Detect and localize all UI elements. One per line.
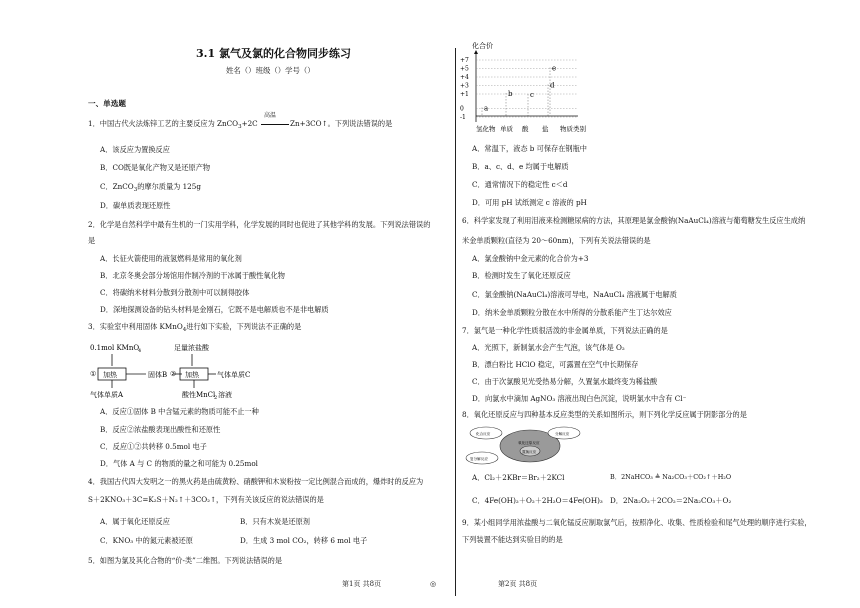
q6-option-c[interactable]: C．氯金酸钠(NaAuCl₄)溶液可导电，NaAuCl₄ 溶液属于电解质	[472, 290, 677, 299]
q7-option-c[interactable]: C．由于次氯酸见光受热易分解，久置氯水最终变为稀盐酸	[472, 377, 658, 386]
question-2-stem-line1: 2．化学是自然科学中最有生机的一门实用学科，化学发展的同时也促进了其他学科的发展。下列说法错误的	[88, 220, 431, 229]
question-6-stem-line2: 米金单质颗粒(直径为 20～60nm)，下列有关说法错误的是	[462, 236, 651, 245]
question-7-stem: 7．氯气是一种化学性质很活泼的非金属单质，下列说法正确的是	[462, 326, 668, 335]
q3-solid-b: 固体B	[148, 371, 168, 379]
student-info: 姓名（）班级（）学号（）	[226, 66, 315, 75]
q1-option-a[interactable]: A．该反应为置换反应	[100, 145, 170, 154]
q3-acid-post: 溶液	[218, 391, 232, 399]
question-8-stem: 8．氧化还原反应与四种基本反应类型的关系如图所示，则下列化学反应属于阴影部分的是	[462, 410, 747, 419]
q3-reagent-kmno4: 0.1mol KMnO	[90, 344, 140, 352]
q3-step2-label: ②	[170, 370, 177, 378]
chart-point-a: a	[484, 104, 489, 113]
q8-venn-diagram	[464, 424, 584, 466]
chart-gridlines	[476, 60, 578, 117]
q6-option-b[interactable]: B．检测时发生了氧化还原反应	[472, 271, 571, 280]
q3-step1-label: ①	[90, 370, 97, 378]
q6-option-a[interactable]: A．氯金酸钠中金元素的化合价为+3	[472, 254, 589, 263]
q3-acid-sub: 2	[214, 395, 218, 400]
footer-page-right: 第2页 共8页	[498, 580, 538, 588]
q5-option-a[interactable]: A．常温下，液态 b 可保存在钢瓶中	[472, 144, 587, 153]
footer-center-mark: ◎	[430, 580, 437, 588]
question-9-stem-line2: 下列装置不能达到实验目的的是	[462, 535, 563, 544]
q4-option-b[interactable]: B．只有木炭是还原剂	[240, 517, 310, 526]
q7-option-b[interactable]: B．漂白粉比 HClO 稳定，可露置在空气中长期保存	[472, 360, 639, 369]
question-5-stem: 5．如图为氯及其化合物的“价-类”二维图。下列说法错误的是	[88, 556, 283, 565]
q3-option-c[interactable]: C．反应①②共转移 0.5mol 电子	[100, 442, 207, 451]
chart-points	[482, 65, 556, 117]
question-9-stem-line1: 9．某小组同学用浓盐酸与二氧化锰反应制取氯气后，按照净化、收集、性质检验和尾气处理的顺序进行实验，	[462, 518, 812, 527]
q1-option-b[interactable]: B．CO既是氧化产物又是还原产物	[100, 163, 211, 172]
chart-x-categories	[476, 124, 587, 133]
q7-option-a[interactable]: A．光照下，新制氯水会产生气泡，该气体是 O₂	[472, 343, 625, 352]
chart-point-d: d	[550, 81, 555, 90]
q5-option-d[interactable]: D．可用 pH 试纸测定 c 溶液的 pH	[472, 198, 587, 207]
chart-tick-label: +3	[460, 82, 469, 90]
chart-x-category: 盐	[542, 125, 549, 133]
q4-option-a[interactable]: A．属于氧化还原反应	[100, 517, 170, 526]
venn-displacement: 置换反应	[522, 450, 537, 454]
chart-tick-label: +7	[460, 57, 469, 64]
question-4-stem-line2: S＋2KNO₃＋3C=K₂S＋N₂↑＋3CO₂↑，下列有关该反应的说法错误的是	[88, 495, 324, 504]
chart-x-category: 单质	[500, 125, 513, 133]
chart-tick-label: +5	[460, 65, 469, 73]
q5-option-b[interactable]: B．a、c、d、e 均属于电解质	[472, 162, 569, 171]
venn-decomposition: 分解反应	[555, 432, 570, 436]
chart-point-b: b	[508, 90, 513, 98]
q4-option-c[interactable]: C．KNO₃ 中的氮元素被还原	[100, 536, 193, 545]
section-heading: 一、单选题	[88, 99, 126, 108]
venn-redox: 氧化还原反应	[518, 441, 540, 445]
q3-flow-diagram	[86, 340, 286, 400]
q5-option-c[interactable]: C．通常情况下的稳定性 c＜d	[472, 180, 568, 189]
chart-x-category: 氢化物	[476, 125, 496, 133]
q3-gas-a: 气体单质A	[90, 391, 124, 399]
q2-option-a[interactable]: A．长征火箭使用的液氢燃料是常用的氧化剂	[100, 254, 242, 263]
q7-option-d[interactable]: D．向氯水中滴加 AgNO₃ 溶液出现白色沉淀，说明氯水中含有 Cl⁻	[472, 394, 687, 403]
q8-option-c[interactable]: C．4Fe(OH)₂＋O₂＋2H₂O＝4Fe(OH)₃	[472, 496, 603, 505]
chart-y-ticks	[460, 57, 469, 121]
footer-page-left: 第1页 共8页	[342, 580, 382, 588]
q8-option-a[interactable]: A．Cl₂＋2KBr＝Br₂＋2KCl	[472, 473, 565, 482]
page-title: 3.1 氯气及氯的化合物同步练习	[196, 47, 351, 60]
q3-reagent-sub: 4	[138, 348, 142, 354]
q1-option-d[interactable]: D．碳单质表现还原性	[100, 201, 171, 210]
q3-acid-solution: 酸性MnCl	[182, 391, 216, 399]
question-1-stem: 1．中国古代火法炼锌工艺的主要反应为 ZnCO$_3$+2C 高温 Zn+3CO↑。下列说法错误的是	[88, 112, 393, 130]
right-page	[430, 0, 860, 608]
q3-heat1: 加热	[103, 371, 117, 379]
question-6-stem-line1: 6．科学家发现了利用泪液来检测糖尿病的方法，其原理是氯金酸钠(NaAuCl₄)溶液与葡萄糖发生反应生成纳	[462, 216, 806, 225]
chart-tick-label: -1	[460, 114, 466, 121]
q3-option-b[interactable]: B．反应②浓盐酸表现出酸性和还原性	[100, 425, 221, 434]
q3-option-d[interactable]: D．气体 A 与 C 的物质的量之和可能为 0.25mol	[100, 459, 258, 468]
q3-gas-c: 气体单质C	[217, 371, 251, 379]
chart-tick-label: +1	[460, 91, 469, 98]
reaction-condition: 高温	[263, 112, 276, 119]
q4-option-d[interactable]: D．生成 3 mol CO₂，转移 6 mol 电子	[240, 536, 368, 545]
q2-option-d[interactable]: D．深地探测设备的钻头材料是金刚石，它既不是电解质也不是非电解质	[100, 305, 329, 314]
venn-double-decomposition: 复分解反应	[470, 457, 488, 461]
q2-option-c[interactable]: C．将碳纳米材料分散到分散剂中可以制得胶体	[100, 288, 250, 297]
q5-valence-chart	[458, 38, 598, 138]
chart-y-label: 化合价	[472, 42, 493, 50]
chart-point-c: c	[530, 91, 534, 99]
chart-tick-label: +4	[460, 74, 469, 81]
q2-option-b[interactable]: B．北京冬奥会部分场馆用作制冷剂的干冰属于酸性氧化物	[100, 271, 285, 280]
question-3-stem: 3．实验室中利用固体 KMnO$_4$进行如下实验，下列说法不正确的是	[88, 322, 302, 333]
q8-option-b[interactable]: B．2NaHCO₃ ≜ Na₂CO₃＋CO₂↑＋H₂O	[610, 473, 732, 481]
q8-option-d[interactable]: D．2Na₂O₂＋2CO₂＝2Na₂CO₃＋O₂	[610, 496, 732, 505]
chart-point-e: e	[552, 64, 557, 73]
q3-reagent-hcl: 足量浓盐酸	[174, 344, 209, 352]
q1-option-c[interactable]: C．ZnCO$_3$的摩尔质量为 125g	[100, 182, 201, 193]
venn-combination: 化合反应	[476, 432, 491, 436]
chart-x-category: 物质类别	[560, 125, 586, 133]
chart-x-category: 酸	[522, 125, 529, 133]
q6-option-d[interactable]: D．纳米金单质颗粒分散在水中所得的分散系能产生丁达尔效应	[472, 308, 672, 317]
q3-option-a[interactable]: A．反应①固体 B 中含锰元素的物质可能不止一种	[100, 407, 259, 416]
chart-tick-label: 0	[460, 105, 464, 113]
q3-heat2: 加热	[185, 371, 199, 379]
question-4-stem-line1: 4．我国古代四大发明之一的黑火药是由硫黄粉、硝酸钾和木炭粉按一定比例混合而成的，爆炸时的反应为	[88, 477, 424, 486]
question-2-stem-line2: 是	[88, 236, 96, 245]
